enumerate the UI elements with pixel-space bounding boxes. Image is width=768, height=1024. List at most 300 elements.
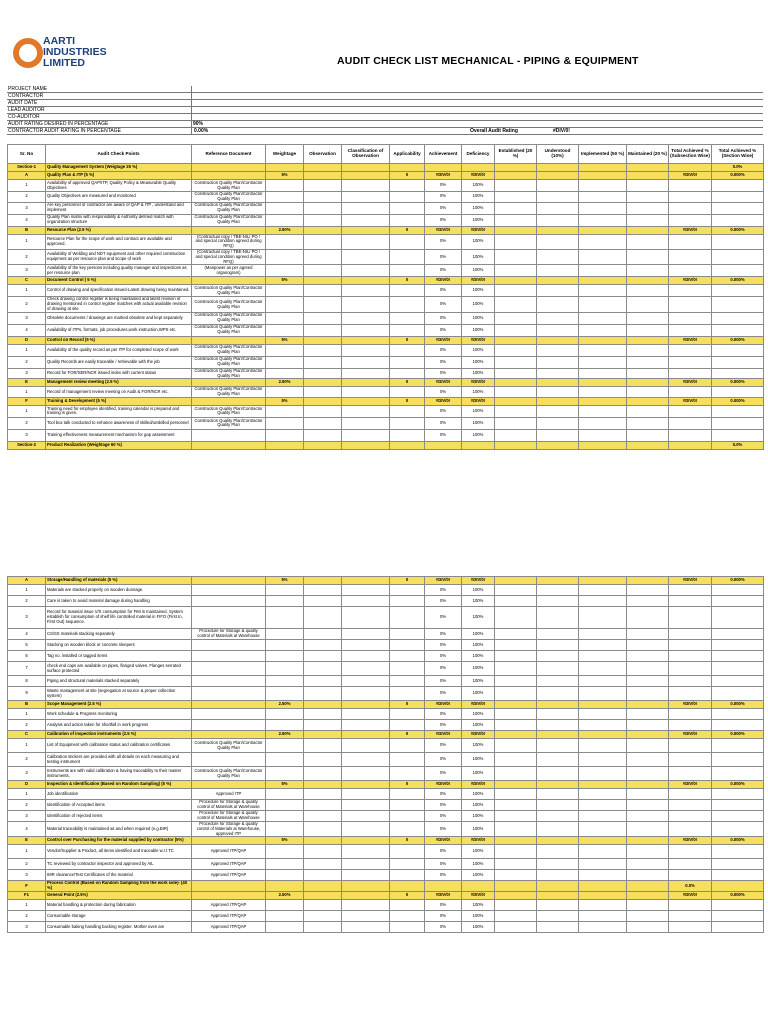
implemented-cell[interactable] xyxy=(579,789,627,800)
weightage-cell[interactable] xyxy=(266,249,304,264)
maintained-cell[interactable] xyxy=(627,265,669,277)
established-cell[interactable] xyxy=(495,356,537,368)
established-cell[interactable] xyxy=(495,859,537,870)
understood-cell[interactable] xyxy=(537,651,579,662)
maintained-cell[interactable] xyxy=(627,202,669,214)
classification-cell[interactable] xyxy=(342,676,390,687)
understood-cell[interactable] xyxy=(537,662,579,676)
established-cell[interactable] xyxy=(495,285,537,297)
established-cell[interactable] xyxy=(495,234,537,249)
implemented-cell[interactable] xyxy=(579,344,627,356)
implemented-cell[interactable] xyxy=(579,767,627,781)
maintained-cell[interactable] xyxy=(627,234,669,249)
applicability-cell[interactable] xyxy=(390,921,425,932)
maintained-cell[interactable] xyxy=(627,822,669,837)
understood-cell[interactable] xyxy=(537,870,579,881)
weightage-cell[interactable] xyxy=(266,214,304,226)
weightage-cell[interactable] xyxy=(266,640,304,651)
weightage-cell[interactable] xyxy=(266,192,304,203)
established-cell[interactable] xyxy=(495,324,537,336)
applicability-cell[interactable] xyxy=(390,845,425,859)
implemented-cell[interactable] xyxy=(579,214,627,226)
observation-cell[interactable] xyxy=(304,585,342,596)
established-cell[interactable] xyxy=(495,596,537,607)
established-cell[interactable] xyxy=(495,585,537,596)
maintained-cell[interactable] xyxy=(627,739,669,753)
implemented-cell[interactable] xyxy=(579,249,627,264)
observation-cell[interactable] xyxy=(304,368,342,379)
observation-cell[interactable] xyxy=(304,344,342,356)
established-cell[interactable] xyxy=(495,297,537,312)
classification-cell[interactable] xyxy=(342,800,390,811)
maintained-cell[interactable] xyxy=(627,767,669,781)
established-cell[interactable] xyxy=(495,368,537,379)
understood-cell[interactable] xyxy=(537,585,579,596)
observation-cell[interactable] xyxy=(304,417,342,429)
established-cell[interactable] xyxy=(495,214,537,226)
classification-cell[interactable] xyxy=(342,202,390,214)
applicability-cell[interactable] xyxy=(390,297,425,312)
implemented-cell[interactable] xyxy=(579,662,627,676)
understood-cell[interactable] xyxy=(537,405,579,417)
understood-cell[interactable] xyxy=(537,859,579,870)
understood-cell[interactable] xyxy=(537,429,579,441)
maintained-cell[interactable] xyxy=(627,249,669,264)
maintained-cell[interactable] xyxy=(627,297,669,312)
applicability-cell[interactable] xyxy=(390,822,425,837)
observation-cell[interactable] xyxy=(304,180,342,192)
implemented-cell[interactable] xyxy=(579,651,627,662)
maintained-cell[interactable] xyxy=(627,607,669,629)
classification-cell[interactable] xyxy=(342,662,390,676)
weightage-cell[interactable] xyxy=(266,676,304,687)
classification-cell[interactable] xyxy=(342,214,390,226)
maintained-cell[interactable] xyxy=(627,192,669,203)
maintained-cell[interactable] xyxy=(627,859,669,870)
maintained-cell[interactable] xyxy=(627,662,669,676)
applicability-cell[interactable] xyxy=(390,800,425,811)
weightage-cell[interactable] xyxy=(266,921,304,932)
implemented-cell[interactable] xyxy=(579,297,627,312)
maintained-cell[interactable] xyxy=(627,285,669,297)
observation-cell[interactable] xyxy=(304,870,342,881)
weightage-cell[interactable] xyxy=(266,417,304,429)
classification-cell[interactable] xyxy=(342,285,390,297)
weightage-cell[interactable] xyxy=(266,629,304,640)
project-name-field[interactable] xyxy=(192,86,763,92)
implemented-cell[interactable] xyxy=(579,324,627,336)
implemented-cell[interactable] xyxy=(579,607,627,629)
applicability-cell[interactable] xyxy=(390,417,425,429)
classification-cell[interactable] xyxy=(342,417,390,429)
classification-cell[interactable] xyxy=(342,789,390,800)
implemented-cell[interactable] xyxy=(579,870,627,881)
applicability-cell[interactable] xyxy=(390,585,425,596)
maintained-cell[interactable] xyxy=(627,640,669,651)
implemented-cell[interactable] xyxy=(579,739,627,753)
observation-cell[interactable] xyxy=(304,800,342,811)
understood-cell[interactable] xyxy=(537,629,579,640)
observation-cell[interactable] xyxy=(304,687,342,701)
understood-cell[interactable] xyxy=(537,312,579,324)
classification-cell[interactable] xyxy=(342,640,390,651)
applicability-cell[interactable] xyxy=(390,720,425,731)
established-cell[interactable] xyxy=(495,767,537,781)
established-cell[interactable] xyxy=(495,789,537,800)
applicability-cell[interactable] xyxy=(390,368,425,379)
observation-cell[interactable] xyxy=(304,845,342,859)
established-cell[interactable] xyxy=(495,405,537,417)
applicability-cell[interactable] xyxy=(390,405,425,417)
classification-cell[interactable] xyxy=(342,651,390,662)
implemented-cell[interactable] xyxy=(579,356,627,368)
maintained-cell[interactable] xyxy=(627,709,669,720)
implemented-cell[interactable] xyxy=(579,899,627,910)
maintained-cell[interactable] xyxy=(627,811,669,822)
observation-cell[interactable] xyxy=(304,789,342,800)
established-cell[interactable] xyxy=(495,739,537,753)
classification-cell[interactable] xyxy=(342,180,390,192)
observation-cell[interactable] xyxy=(304,859,342,870)
weightage-cell[interactable] xyxy=(266,870,304,881)
observation-cell[interactable] xyxy=(304,662,342,676)
weightage-cell[interactable] xyxy=(266,607,304,629)
observation-cell[interactable] xyxy=(304,753,342,767)
established-cell[interactable] xyxy=(495,202,537,214)
observation-cell[interactable] xyxy=(304,607,342,629)
classification-cell[interactable] xyxy=(342,344,390,356)
understood-cell[interactable] xyxy=(537,739,579,753)
established-cell[interactable] xyxy=(495,607,537,629)
maintained-cell[interactable] xyxy=(627,368,669,379)
applicability-cell[interactable] xyxy=(390,324,425,336)
weightage-cell[interactable] xyxy=(266,789,304,800)
observation-cell[interactable] xyxy=(304,265,342,277)
established-cell[interactable] xyxy=(495,910,537,921)
implemented-cell[interactable] xyxy=(579,417,627,429)
applicability-cell[interactable] xyxy=(390,651,425,662)
understood-cell[interactable] xyxy=(537,709,579,720)
implemented-cell[interactable] xyxy=(579,687,627,701)
applicability-cell[interactable] xyxy=(390,753,425,767)
understood-cell[interactable] xyxy=(537,324,579,336)
classification-cell[interactable] xyxy=(342,368,390,379)
established-cell[interactable] xyxy=(495,720,537,731)
weightage-cell[interactable] xyxy=(266,387,304,398)
observation-cell[interactable] xyxy=(304,811,342,822)
classification-cell[interactable] xyxy=(342,720,390,731)
observation-cell[interactable] xyxy=(304,285,342,297)
established-cell[interactable] xyxy=(495,845,537,859)
established-cell[interactable] xyxy=(495,709,537,720)
classification-cell[interactable] xyxy=(342,249,390,264)
maintained-cell[interactable] xyxy=(627,845,669,859)
applicability-cell[interactable] xyxy=(390,356,425,368)
observation-cell[interactable] xyxy=(304,822,342,837)
weightage-cell[interactable] xyxy=(266,651,304,662)
understood-cell[interactable] xyxy=(537,921,579,932)
understood-cell[interactable] xyxy=(537,687,579,701)
classification-cell[interactable] xyxy=(342,709,390,720)
established-cell[interactable] xyxy=(495,753,537,767)
observation-cell[interactable] xyxy=(304,767,342,781)
maintained-cell[interactable] xyxy=(627,585,669,596)
understood-cell[interactable] xyxy=(537,202,579,214)
established-cell[interactable] xyxy=(495,629,537,640)
observation-cell[interactable] xyxy=(304,640,342,651)
implemented-cell[interactable] xyxy=(579,312,627,324)
weightage-cell[interactable] xyxy=(266,822,304,837)
understood-cell[interactable] xyxy=(537,265,579,277)
applicability-cell[interactable] xyxy=(390,709,425,720)
weightage-cell[interactable] xyxy=(266,368,304,379)
observation-cell[interactable] xyxy=(304,387,342,398)
applicability-cell[interactable] xyxy=(390,249,425,264)
classification-cell[interactable] xyxy=(342,356,390,368)
maintained-cell[interactable] xyxy=(627,789,669,800)
observation-cell[interactable] xyxy=(304,651,342,662)
applicability-cell[interactable] xyxy=(390,676,425,687)
weightage-cell[interactable] xyxy=(266,845,304,859)
understood-cell[interactable] xyxy=(537,344,579,356)
implemented-cell[interactable] xyxy=(579,845,627,859)
implemented-cell[interactable] xyxy=(579,676,627,687)
understood-cell[interactable] xyxy=(537,767,579,781)
weightage-cell[interactable] xyxy=(266,180,304,192)
weightage-cell[interactable] xyxy=(266,312,304,324)
implemented-cell[interactable] xyxy=(579,921,627,932)
established-cell[interactable] xyxy=(495,192,537,203)
observation-cell[interactable] xyxy=(304,596,342,607)
established-cell[interactable] xyxy=(495,687,537,701)
established-cell[interactable] xyxy=(495,662,537,676)
classification-cell[interactable] xyxy=(342,910,390,921)
weightage-cell[interactable] xyxy=(266,811,304,822)
applicability-cell[interactable] xyxy=(390,739,425,753)
implemented-cell[interactable] xyxy=(579,265,627,277)
observation-cell[interactable] xyxy=(304,676,342,687)
weightage-cell[interactable] xyxy=(266,285,304,297)
weightage-cell[interactable] xyxy=(266,356,304,368)
understood-cell[interactable] xyxy=(537,753,579,767)
applicability-cell[interactable] xyxy=(390,180,425,192)
classification-cell[interactable] xyxy=(342,596,390,607)
understood-cell[interactable] xyxy=(537,596,579,607)
maintained-cell[interactable] xyxy=(627,429,669,441)
understood-cell[interactable] xyxy=(537,811,579,822)
applicability-cell[interactable] xyxy=(390,234,425,249)
classification-cell[interactable] xyxy=(342,845,390,859)
maintained-cell[interactable] xyxy=(627,720,669,731)
implemented-cell[interactable] xyxy=(579,720,627,731)
established-cell[interactable] xyxy=(495,921,537,932)
classification-cell[interactable] xyxy=(342,312,390,324)
understood-cell[interactable] xyxy=(537,640,579,651)
maintained-cell[interactable] xyxy=(627,324,669,336)
implemented-cell[interactable] xyxy=(579,192,627,203)
established-cell[interactable] xyxy=(495,249,537,264)
applicability-cell[interactable] xyxy=(390,910,425,921)
understood-cell[interactable] xyxy=(537,214,579,226)
maintained-cell[interactable] xyxy=(627,870,669,881)
implemented-cell[interactable] xyxy=(579,180,627,192)
applicability-cell[interactable] xyxy=(390,899,425,910)
applicability-cell[interactable] xyxy=(390,387,425,398)
observation-cell[interactable] xyxy=(304,709,342,720)
classification-cell[interactable] xyxy=(342,822,390,837)
established-cell[interactable] xyxy=(495,811,537,822)
weightage-cell[interactable] xyxy=(266,767,304,781)
established-cell[interactable] xyxy=(495,180,537,192)
maintained-cell[interactable] xyxy=(627,387,669,398)
implemented-cell[interactable] xyxy=(579,429,627,441)
maintained-cell[interactable] xyxy=(627,312,669,324)
observation-cell[interactable] xyxy=(304,249,342,264)
weightage-cell[interactable] xyxy=(266,753,304,767)
understood-cell[interactable] xyxy=(537,822,579,837)
maintained-cell[interactable] xyxy=(627,405,669,417)
weightage-cell[interactable] xyxy=(266,324,304,336)
classification-cell[interactable] xyxy=(342,297,390,312)
applicability-cell[interactable] xyxy=(390,687,425,701)
weightage-cell[interactable] xyxy=(266,585,304,596)
understood-cell[interactable] xyxy=(537,234,579,249)
established-cell[interactable] xyxy=(495,676,537,687)
understood-cell[interactable] xyxy=(537,180,579,192)
observation-cell[interactable] xyxy=(304,297,342,312)
weightage-cell[interactable] xyxy=(266,910,304,921)
weightage-cell[interactable] xyxy=(266,202,304,214)
understood-cell[interactable] xyxy=(537,249,579,264)
observation-cell[interactable] xyxy=(304,720,342,731)
implemented-cell[interactable] xyxy=(579,709,627,720)
weightage-cell[interactable] xyxy=(266,344,304,356)
applicability-cell[interactable] xyxy=(390,811,425,822)
understood-cell[interactable] xyxy=(537,899,579,910)
applicability-cell[interactable] xyxy=(390,312,425,324)
applicability-cell[interactable] xyxy=(390,265,425,277)
established-cell[interactable] xyxy=(495,417,537,429)
classification-cell[interactable] xyxy=(342,899,390,910)
classification-cell[interactable] xyxy=(342,429,390,441)
classification-cell[interactable] xyxy=(342,811,390,822)
applicability-cell[interactable] xyxy=(390,285,425,297)
implemented-cell[interactable] xyxy=(579,811,627,822)
maintained-cell[interactable] xyxy=(627,899,669,910)
implemented-cell[interactable] xyxy=(579,285,627,297)
implemented-cell[interactable] xyxy=(579,202,627,214)
understood-cell[interactable] xyxy=(537,676,579,687)
implemented-cell[interactable] xyxy=(579,629,627,640)
weightage-cell[interactable] xyxy=(266,739,304,753)
observation-cell[interactable] xyxy=(304,202,342,214)
maintained-cell[interactable] xyxy=(627,800,669,811)
observation-cell[interactable] xyxy=(304,192,342,203)
implemented-cell[interactable] xyxy=(579,596,627,607)
applicability-cell[interactable] xyxy=(390,607,425,629)
weightage-cell[interactable] xyxy=(266,297,304,312)
applicability-cell[interactable] xyxy=(390,640,425,651)
applicability-cell[interactable] xyxy=(390,859,425,870)
implemented-cell[interactable] xyxy=(579,822,627,837)
weightage-cell[interactable] xyxy=(266,899,304,910)
maintained-cell[interactable] xyxy=(627,921,669,932)
classification-cell[interactable] xyxy=(342,629,390,640)
weightage-cell[interactable] xyxy=(266,234,304,249)
classification-cell[interactable] xyxy=(342,387,390,398)
observation-cell[interactable] xyxy=(304,312,342,324)
implemented-cell[interactable] xyxy=(579,640,627,651)
established-cell[interactable] xyxy=(495,651,537,662)
established-cell[interactable] xyxy=(495,265,537,277)
understood-cell[interactable] xyxy=(537,845,579,859)
implemented-cell[interactable] xyxy=(579,234,627,249)
weightage-cell[interactable] xyxy=(266,662,304,676)
weightage-cell[interactable] xyxy=(266,720,304,731)
weightage-cell[interactable] xyxy=(266,709,304,720)
applicability-cell[interactable] xyxy=(390,789,425,800)
applicability-cell[interactable] xyxy=(390,629,425,640)
maintained-cell[interactable] xyxy=(627,753,669,767)
contractor-field[interactable] xyxy=(192,93,763,99)
observation-cell[interactable] xyxy=(304,405,342,417)
understood-cell[interactable] xyxy=(537,800,579,811)
classification-cell[interactable] xyxy=(342,687,390,701)
classification-cell[interactable] xyxy=(342,192,390,203)
applicability-cell[interactable] xyxy=(390,767,425,781)
observation-cell[interactable] xyxy=(304,629,342,640)
classification-cell[interactable] xyxy=(342,859,390,870)
understood-cell[interactable] xyxy=(537,417,579,429)
classification-cell[interactable] xyxy=(342,324,390,336)
observation-cell[interactable] xyxy=(304,899,342,910)
implemented-cell[interactable] xyxy=(579,585,627,596)
classification-cell[interactable] xyxy=(342,739,390,753)
classification-cell[interactable] xyxy=(342,265,390,277)
maintained-cell[interactable] xyxy=(627,629,669,640)
weightage-cell[interactable] xyxy=(266,265,304,277)
implemented-cell[interactable] xyxy=(579,800,627,811)
classification-cell[interactable] xyxy=(342,405,390,417)
maintained-cell[interactable] xyxy=(627,180,669,192)
implemented-cell[interactable] xyxy=(579,368,627,379)
weightage-cell[interactable] xyxy=(266,859,304,870)
established-cell[interactable] xyxy=(495,387,537,398)
maintained-cell[interactable] xyxy=(627,417,669,429)
classification-cell[interactable] xyxy=(342,607,390,629)
maintained-cell[interactable] xyxy=(627,651,669,662)
weightage-cell[interactable] xyxy=(266,429,304,441)
applicability-cell[interactable] xyxy=(390,870,425,881)
understood-cell[interactable] xyxy=(537,720,579,731)
understood-cell[interactable] xyxy=(537,192,579,203)
observation-cell[interactable] xyxy=(304,739,342,753)
applicability-cell[interactable] xyxy=(390,214,425,226)
applicability-cell[interactable] xyxy=(390,202,425,214)
implemented-cell[interactable] xyxy=(579,405,627,417)
implemented-cell[interactable] xyxy=(579,859,627,870)
understood-cell[interactable] xyxy=(537,387,579,398)
co-auditor-field[interactable] xyxy=(192,114,763,120)
understood-cell[interactable] xyxy=(537,297,579,312)
observation-cell[interactable] xyxy=(304,921,342,932)
applicability-cell[interactable] xyxy=(390,344,425,356)
established-cell[interactable] xyxy=(495,870,537,881)
established-cell[interactable] xyxy=(495,822,537,837)
implemented-cell[interactable] xyxy=(579,753,627,767)
maintained-cell[interactable] xyxy=(627,356,669,368)
applicability-cell[interactable] xyxy=(390,429,425,441)
